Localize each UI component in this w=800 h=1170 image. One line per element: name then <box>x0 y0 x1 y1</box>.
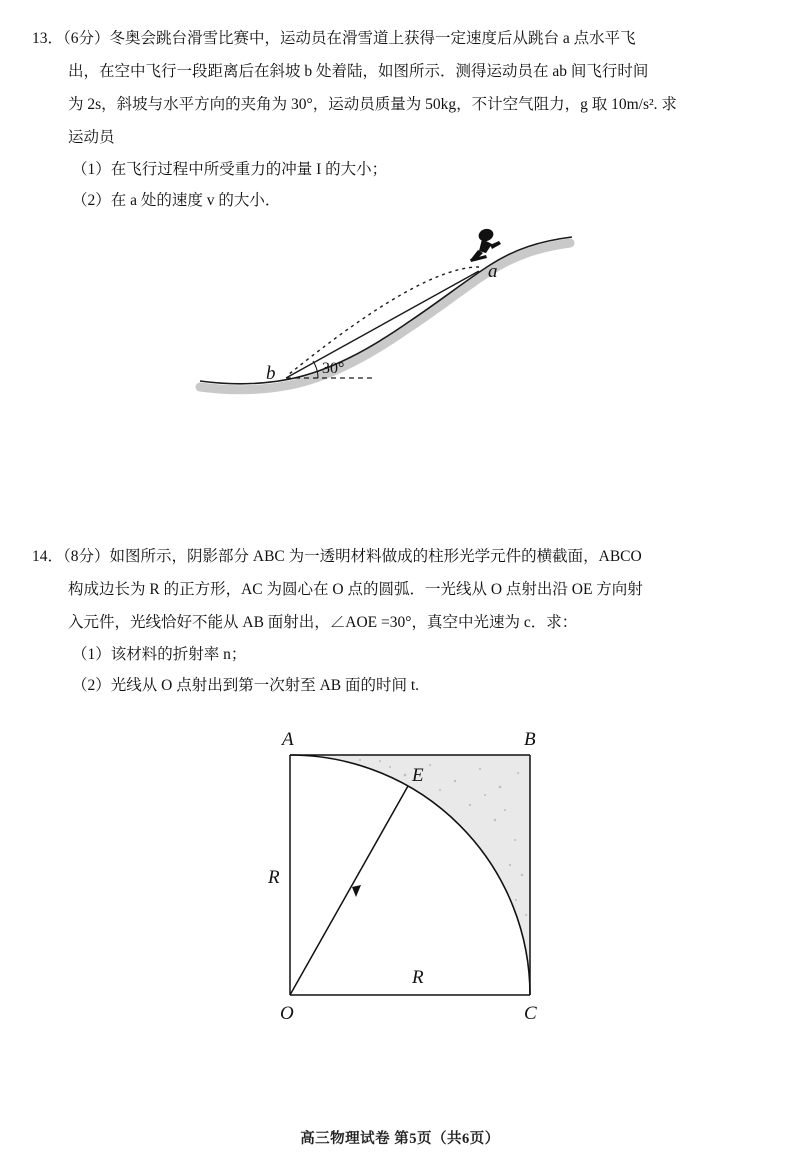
label-angle-30: 30° <box>322 360 345 377</box>
label-point-a: a <box>488 261 498 282</box>
problem-13-subquestion-1: （1）在飞行过程中所受重力的冲量 I 的大小； <box>72 161 388 178</box>
problem-13-line-1: 13．（6分）冬奥会跳台滑雪比赛中，运动员在滑雪道上获得一定速度后从跳台 a 点水平飞 <box>32 30 636 47</box>
problem-14-subquestion-2: （2）光线从 O 点射出到第一次射至 AB 面的时间 t. <box>72 677 420 694</box>
page-footer: 高三物理试卷 第5页（共6页） <box>300 1131 500 1147</box>
label-point-e: E <box>412 765 424 786</box>
problem-14-line-3: 入元件，光线恰好不能从 AB 面射出，∠AOE =30°，真空中光速为 c．求： <box>68 614 578 631</box>
label-vertex-o: O <box>280 1003 294 1024</box>
problem-13 <box>32 22 772 216</box>
label-side-left-r: R <box>268 867 280 888</box>
problem-14-line-2: 构成边长为 R 的正方形，AC 为圆心在 O 点的圆弧．一光线从 O 点射出沿 OE 方向射 <box>68 581 643 598</box>
problem-14 <box>32 540 772 701</box>
problem-14-subquestion-1: （1）该材料的折射率 n； <box>72 646 247 663</box>
label-point-b: b <box>266 363 276 384</box>
problem-13-line-2: 出，在空中飞行一段距离后在斜坡 b 处着陆，如图所示．测得运动员在 ab 间飞行时间 <box>68 63 649 80</box>
label-side-bottom-r: R <box>412 967 424 988</box>
problem-13-subquestion-2: （2）在 a 处的速度 v 的大小． <box>72 192 281 209</box>
problem-13-line-3: 为 2s，斜坡与水平方向的夹角为 30°，运动员质量为 50kg，不计空气阻力，g 取 10m/s². 求 <box>68 96 677 113</box>
problem-14-line-1: 14．（8分）如图所示，阴影部分 ABC 为一透明材料做成的柱形光学元件的横截面，ABCO <box>32 548 642 565</box>
label-vertex-c: C <box>524 1003 537 1024</box>
label-vertex-a: A <box>282 729 294 750</box>
ski-jump-diagram <box>190 215 610 415</box>
problem-13-line-4: 运动员 <box>68 129 115 146</box>
optics-square-diagram <box>230 715 580 1035</box>
label-vertex-b: B <box>524 729 536 750</box>
